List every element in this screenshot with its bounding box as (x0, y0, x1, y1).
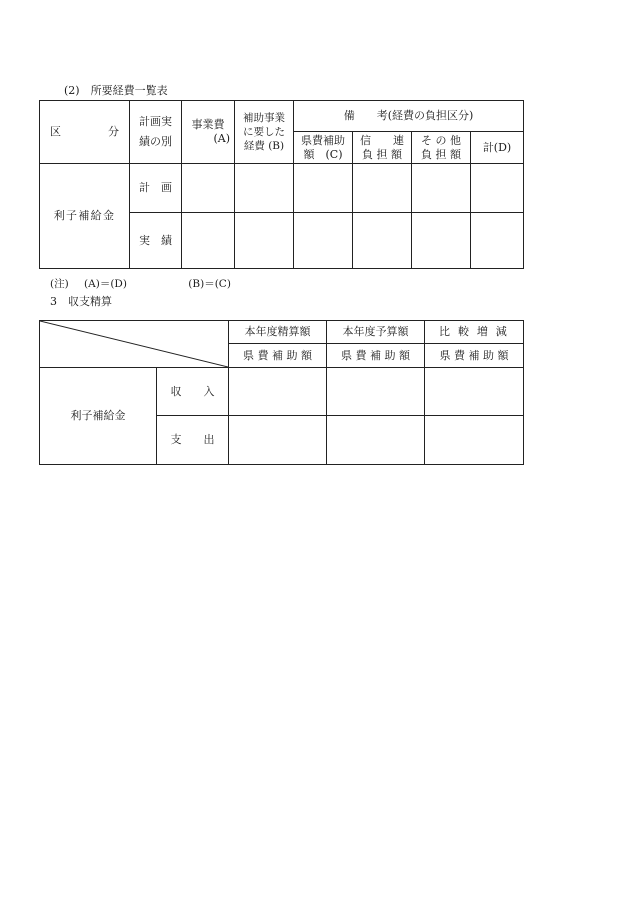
cell-empty (471, 164, 524, 213)
cell-empty (327, 368, 425, 416)
header-other: そ の 他 負 担 額 (412, 132, 471, 164)
cell-empty (294, 213, 353, 269)
row-plan-label: 計 画 (130, 164, 182, 213)
settlement-table (39, 320, 524, 465)
header-kubun (40, 101, 130, 164)
diagonal-header-cell (40, 321, 229, 368)
cell-empty (235, 213, 294, 269)
cell-empty (412, 213, 471, 269)
cell-empty (412, 164, 471, 213)
row-expense-label: 支 出 (157, 416, 229, 465)
header-total: 計(D) (471, 132, 524, 164)
cell-empty (425, 416, 524, 465)
subcol-pref-subsidy: 県 費 補 助 額 (327, 344, 425, 368)
header-pref-subsidy: 県費補助 額 (C) (294, 132, 353, 164)
header-plan-actual: 計画実 績の別 (130, 101, 182, 164)
col-comparison: 比 較 増 減 (425, 321, 524, 344)
cell-empty (425, 368, 524, 416)
cell-empty (294, 164, 353, 213)
expense-list-table (39, 100, 524, 269)
row-label-interest-subsidy: 利子補給金 (40, 368, 157, 465)
row-label-interest-subsidy: 利子補給金 (40, 164, 130, 269)
header-kubun-right: 分 (108, 125, 119, 138)
diagonal-line (40, 321, 228, 367)
table-row (40, 368, 524, 416)
col-current-settlement: 本年度精算額 (229, 321, 327, 344)
cell-empty (471, 213, 524, 269)
col-current-budget: 本年度予算額 (327, 321, 425, 344)
cell-empty (229, 368, 327, 416)
header-kubun-left: 区 (50, 125, 61, 138)
row-income-label: 収 入 (157, 368, 229, 416)
section-3-title: 3 収支精算 (50, 295, 112, 308)
table-row (40, 164, 524, 213)
subcol-pref-subsidy: 県 費 補 助 額 (229, 344, 327, 368)
header-subsidy-cost: 補助事業 に要した 経費 (B) (235, 101, 294, 164)
cell-empty (182, 213, 235, 269)
header-project-cost: 事業費 (A) (182, 101, 235, 164)
cell-empty (353, 213, 412, 269)
note-prefix: (注) (50, 278, 69, 290)
cell-empty (182, 164, 235, 213)
cell-empty (229, 416, 327, 465)
note-equation-2: (B)＝(C) (188, 278, 231, 290)
note-line (50, 277, 231, 291)
cell-empty (327, 416, 425, 465)
cell-empty (235, 164, 294, 213)
header-remarks: 備 考(経費の負担区分) (294, 101, 524, 132)
header-shinren: 信 連 負 担 額 (353, 132, 412, 164)
row-actual-label: 実 績 (130, 213, 182, 269)
note-equation-1: (A)＝(D) (84, 278, 127, 290)
cell-empty (353, 164, 412, 213)
section-2-title: (2) 所要経費一覧表 (64, 84, 168, 97)
subcol-pref-subsidy: 県 費 補 助 額 (425, 344, 524, 368)
